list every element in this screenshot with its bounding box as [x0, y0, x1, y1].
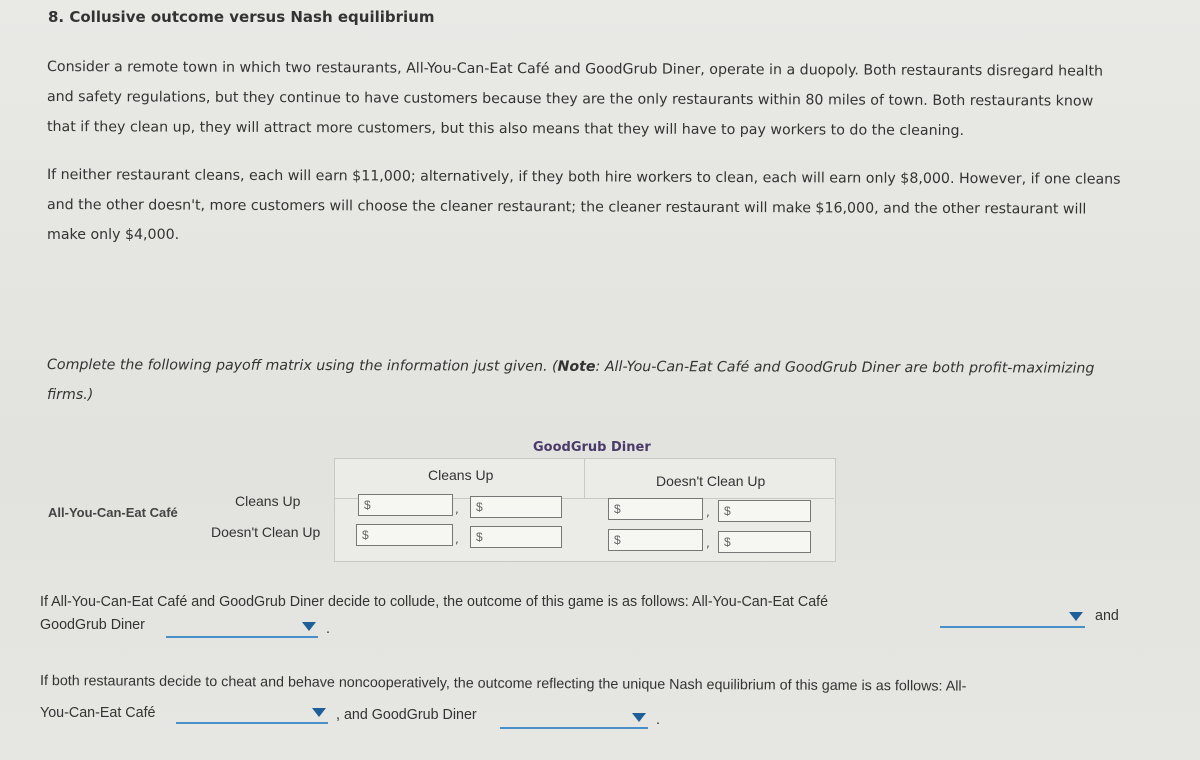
collude-diner-label: GoodGrub Diner — [40, 617, 145, 633]
payoff-line: make only $4,000. — [47, 227, 180, 243]
dollar-sign: $ — [614, 502, 621, 516]
col-label-cleans-up: Cleans Up — [428, 467, 494, 483]
dollar-sign: $ — [364, 498, 371, 512]
row-label-doesnt-clean-up: Doesn't Clean Up — [211, 524, 321, 540]
dollar-sign: $ — [362, 528, 369, 542]
collude-diner-dropdown[interactable] — [166, 622, 318, 638]
intro-line: that if they clean up, they will attract more customers, but this also means that they will have to pay workers to do the cleaning. — [46, 119, 965, 140]
chevron-down-icon — [632, 713, 646, 722]
row-player-label: All-You-Can-Eat Café — [48, 505, 178, 520]
intro-line: and safety regulations, but they continue to have customers because they are the only restaurants within 80 miles of town. Both restaurants know — [46, 89, 1094, 110]
payoff-input-doesnt-doesnt-cafe[interactable] — [608, 529, 703, 551]
dollar-sign: $ — [476, 530, 483, 544]
question-title: 8. Collusive outcome versus Nash equilibrium — [48, 8, 435, 26]
collude-question-text: If All-You-Can-Eat Café and GoodGrub Diner decide to collude, the outcome of this game is as follows: All-You-Can-Eat Café — [40, 594, 829, 610]
instruction-text: : All-You-Can-Eat Café and GoodGrub Diner are both profit-maximizing — [595, 358, 1095, 377]
instruction-text: Complete the following payoff matrix using the information just given. ( — [46, 357, 558, 375]
nash-cafe-dropdown[interactable] — [176, 708, 328, 724]
col-label-doesnt-clean-up: Doesn't Clean Up — [656, 473, 766, 489]
intro-line: Consider a remote town in which two restaurants, All-You-Can-Eat Café and GoodGrub Diner, operate in a duopoly. Both restaurants disregard health — [46, 59, 1104, 80]
payoff-paragraph — [47, 160, 1157, 250]
payoff-separator: , — [706, 505, 710, 519]
payoff-line: If neither restaurant cleans, each will earn $11,000; alternatively, if they both hire workers to clean, each will earn only $8,000. However, if one cleans — [46, 167, 1121, 188]
chevron-down-icon — [312, 708, 326, 717]
payoff-input-cleans-cleans-cafe[interactable] — [358, 494, 453, 516]
column-player-label: GoodGrub Diner — [533, 440, 651, 455]
dollar-sign: $ — [724, 535, 731, 549]
payoff-line: and the other doesn't, more customers will choose the cleaner restaurant; the cleaner restaurant will make $16,000, and the other restaurant will — [46, 197, 1087, 218]
instruction-line — [47, 350, 1157, 384]
nash-question-text: If both restaurants decide to cheat and behave noncooperatively, the outcome reflecting the unique Nash equilibrium of this game is as follows: All- — [39, 673, 967, 695]
chevron-down-icon — [1069, 612, 1083, 621]
period: . — [326, 621, 330, 637]
row-label-cleans-up: Cleans Up — [235, 493, 301, 509]
payoff-separator: , — [455, 502, 459, 516]
nash-diner-dropdown[interactable] — [500, 713, 648, 729]
nash-diner-text: , and GoodGrub Diner — [336, 707, 477, 723]
payoff-input-doesnt-doesnt-diner[interactable] — [718, 531, 811, 553]
instruction-paragraph — [47, 350, 1157, 410]
payoff-separator: , — [706, 536, 710, 550]
dollar-sign: $ — [724, 504, 731, 518]
matrix-divider — [584, 458, 585, 498]
intro-paragraph — [47, 52, 1157, 142]
period: . — [656, 712, 660, 728]
payoff-input-doesnt-cleans-diner[interactable] — [470, 526, 562, 548]
payoff-input-doesnt-cleans-cafe[interactable] — [356, 524, 453, 546]
payoff-input-cleans-doesnt-cafe[interactable] — [608, 498, 703, 520]
payoff-input-cleans-doesnt-diner[interactable] — [718, 500, 811, 522]
dollar-sign: $ — [476, 500, 483, 514]
chevron-down-icon — [302, 622, 316, 631]
dollar-sign: $ — [614, 533, 621, 547]
note-label: Note — [557, 358, 596, 375]
payoff-input-cleans-cleans-diner[interactable] — [470, 496, 562, 518]
nash-cafe-label: You-Can-Eat Café — [40, 705, 156, 721]
collude-cafe-dropdown[interactable] — [940, 612, 1085, 628]
collude-and-text: and — [1095, 608, 1119, 624]
instruction-line: firms.) — [47, 387, 94, 403]
payoff-separator: , — [455, 532, 459, 546]
